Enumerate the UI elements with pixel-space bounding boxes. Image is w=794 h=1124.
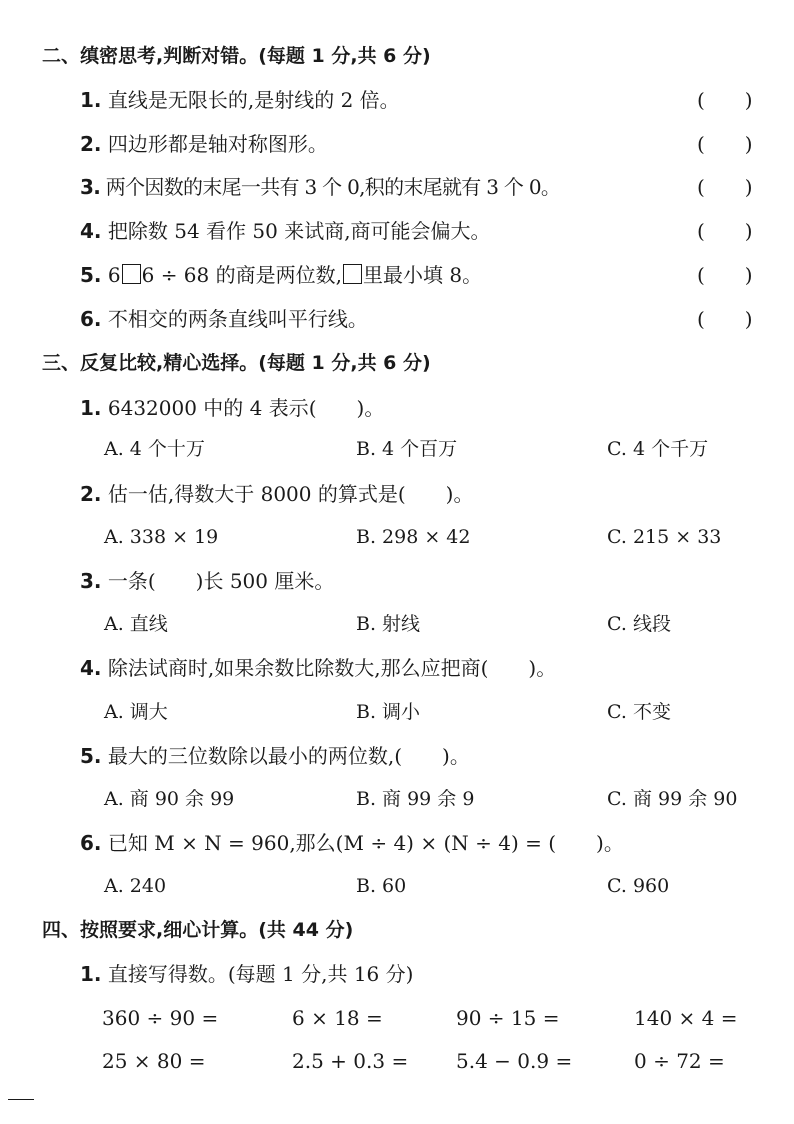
calc-expression: 6 × 18 = — [292, 1006, 383, 1030]
item-text: 直接写得数。(每题 1 分,共 16 分) — [107, 962, 414, 986]
item-text: 把除数 54 看作 50 来试商,商可能会偏大。 — [107, 219, 491, 243]
item-number: 4. — [80, 656, 102, 680]
item-text: 直线是无限长的,是射线的 2 倍。 — [107, 88, 400, 112]
section-3-title: 三、反复比较,精心选择。(每题 1 分,共 6 分) — [42, 352, 431, 374]
calc-expression: 5.4 − 0.9 = — [456, 1049, 573, 1073]
digit-box — [122, 264, 141, 284]
answer-blank[interactable]: ( ) — [697, 88, 753, 112]
item-text: 不相交的两条直线叫平行线。 — [107, 307, 368, 331]
item-text: 最大的三位数除以最小的两位数,( )。 — [107, 744, 470, 768]
choice-question-1 — [80, 395, 384, 421]
item-number: 1. — [80, 962, 102, 986]
item-text-before: 6 — [107, 263, 121, 287]
option-b[interactable]: B. 射线 — [356, 613, 421, 635]
option-c[interactable]: C. 4 个千万 — [607, 438, 709, 460]
item-text: 6432000 中的 4 表示( )。 — [107, 396, 385, 420]
option-a[interactable]: A. 338 × 19 — [104, 526, 219, 548]
item-text-after2: 里最小填 8。 — [362, 263, 483, 287]
section-2-title: 二、缜密思考,判断对错。(每题 1 分,共 6 分) — [42, 45, 431, 67]
item-text: 估一估,得数大于 8000 的算式是( )。 — [107, 482, 474, 506]
option-a[interactable]: A. 240 — [104, 875, 167, 897]
digit-box — [343, 264, 362, 284]
choice-question-6 — [80, 830, 624, 856]
item-number: 2. — [80, 132, 102, 156]
option-a[interactable]: A. 商 90 余 99 — [104, 788, 235, 810]
calc-expression: 0 ÷ 72 = — [634, 1049, 725, 1073]
judge-item-3 — [80, 174, 560, 200]
calc-expression: 25 × 80 = — [102, 1049, 206, 1073]
option-b[interactable]: B. 商 99 余 9 — [356, 788, 475, 810]
item-number: 3. — [80, 175, 101, 199]
judge-item-1 — [80, 87, 400, 113]
item-text: 已知 M × N = 960,那么(M ÷ 4) × (N ÷ 4) = ( )。 — [107, 831, 624, 855]
option-c[interactable]: C. 不变 — [607, 701, 671, 723]
item-number: 4. — [80, 219, 102, 243]
choice-question-4 — [80, 655, 556, 681]
answer-blank[interactable]: ( ) — [697, 175, 753, 199]
choice-question-3 — [80, 568, 334, 594]
item-number: 6. — [80, 307, 102, 331]
option-c[interactable]: C. 商 99 余 90 — [607, 788, 738, 810]
section-4-title: 四、按照要求,细心计算。(共 44 分) — [42, 919, 354, 941]
item-text: 四边形都是轴对称图形。 — [107, 132, 328, 156]
judge-item-5 — [80, 262, 482, 288]
item-number: 5. — [80, 744, 102, 768]
answer-blank[interactable]: ( ) — [697, 132, 753, 156]
option-c[interactable]: C. 215 × 33 — [607, 526, 722, 548]
item-number: 3. — [80, 569, 102, 593]
option-b[interactable]: B. 4 个百万 — [356, 438, 458, 460]
option-c[interactable]: C. 960 — [607, 875, 670, 897]
item-text: 一条( )长 500 厘米。 — [107, 569, 335, 593]
item-number: 1. — [80, 396, 102, 420]
option-b[interactable]: B. 298 × 42 — [356, 526, 471, 548]
judge-item-4 — [80, 218, 491, 244]
option-b[interactable]: B. 调小 — [356, 701, 421, 723]
calc-expression: 360 ÷ 90 = — [102, 1006, 219, 1030]
judge-item-2 — [80, 131, 328, 157]
option-b[interactable]: B. 60 — [356, 875, 407, 897]
item-number: 6. — [80, 831, 102, 855]
calc-expression: 90 ÷ 15 = — [456, 1006, 560, 1030]
answer-blank[interactable]: ( ) — [697, 219, 753, 243]
calc-expression: 140 × 4 = — [634, 1006, 738, 1030]
option-a[interactable]: A. 直线 — [104, 613, 168, 635]
answer-blank[interactable]: ( ) — [697, 307, 753, 331]
option-c[interactable]: C. 线段 — [607, 613, 671, 635]
footer-rule — [8, 1099, 34, 1100]
item-text: 除法试商时,如果余数比除数大,那么应把商( )。 — [107, 656, 557, 680]
item-number: 5. — [80, 263, 102, 287]
calc-subheading — [80, 961, 413, 987]
item-text: 两个因数的末尾一共有 3 个 0,积的末尾就有 3 个 0。 — [105, 175, 561, 199]
option-a[interactable]: A. 4 个十万 — [104, 438, 205, 460]
option-a[interactable]: A. 调大 — [104, 701, 168, 723]
answer-blank[interactable]: ( ) — [697, 263, 753, 287]
choice-question-5 — [80, 743, 470, 769]
judge-item-6 — [80, 306, 368, 332]
calc-expression: 2.5 + 0.3 = — [292, 1049, 409, 1073]
item-number: 2. — [80, 482, 102, 506]
choice-question-2 — [80, 481, 473, 507]
item-number: 1. — [80, 88, 102, 112]
item-text-after: 6 ÷ 68 的商是两位数, — [141, 263, 342, 287]
